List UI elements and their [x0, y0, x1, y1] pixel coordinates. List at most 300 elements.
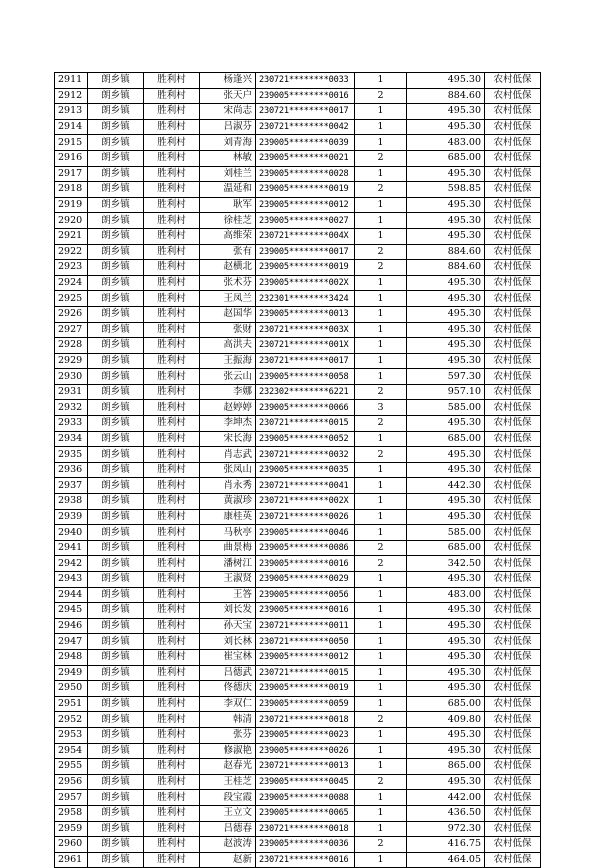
serial-number-cell: 2913	[55, 104, 88, 120]
amount-cell: 442.30	[407, 478, 485, 494]
name-cell: 修淑艳	[200, 743, 256, 759]
household-count-cell: 2	[355, 182, 407, 198]
category-cell: 农村低保	[485, 572, 541, 588]
id-number-cell: 230721********0013	[256, 759, 355, 775]
table-row	[55, 228, 541, 244]
household-count-cell: 2	[355, 774, 407, 790]
table-row	[55, 447, 541, 463]
id-number-cell: 239005********0017	[256, 244, 355, 260]
name-cell: 黄淑珍	[200, 494, 256, 510]
serial-number-cell: 2954	[55, 743, 88, 759]
household-count-cell: 1	[355, 322, 407, 338]
town-cell: 朗乡镇	[88, 572, 144, 588]
id-number-cell: 230721********0026	[256, 509, 355, 525]
household-count-cell: 1	[355, 681, 407, 697]
table-row	[55, 384, 541, 400]
household-count-cell: 1	[355, 338, 407, 354]
amount-cell: 495.30	[407, 727, 485, 743]
category-cell: 农村低保	[485, 774, 541, 790]
town-cell: 朗乡镇	[88, 727, 144, 743]
id-number-cell: 239005********0035	[256, 462, 355, 478]
id-number-cell: 230721********0017	[256, 353, 355, 369]
household-count-cell: 1	[355, 665, 407, 681]
town-cell: 朗乡镇	[88, 135, 144, 151]
name-cell: 李娜	[200, 384, 256, 400]
category-cell: 农村低保	[485, 478, 541, 494]
table-row	[55, 400, 541, 416]
amount-cell: 495.30	[407, 416, 485, 432]
village-cell: 胜利村	[144, 322, 200, 338]
category-cell: 农村低保	[485, 494, 541, 510]
id-number-cell: 230721********0041	[256, 478, 355, 494]
name-cell: 赵波涛	[200, 837, 256, 853]
id-number-cell: 239005********002X	[256, 275, 355, 291]
village-cell: 胜利村	[144, 260, 200, 276]
town-cell: 朗乡镇	[88, 260, 144, 276]
town-cell: 朗乡镇	[88, 447, 144, 463]
id-number-cell: 230721********001X	[256, 338, 355, 354]
town-cell: 朗乡镇	[88, 852, 144, 868]
amount-cell: 495.30	[407, 572, 485, 588]
household-count-cell: 2	[355, 384, 407, 400]
category-cell: 农村低保	[485, 353, 541, 369]
category-cell: 农村低保	[485, 150, 541, 166]
village-cell: 胜利村	[144, 275, 200, 291]
id-number-cell: 230721********0015	[256, 416, 355, 432]
serial-number-cell: 2946	[55, 618, 88, 634]
household-count-cell: 1	[355, 696, 407, 712]
serial-number-cell: 2923	[55, 260, 88, 276]
name-cell: 李双仁	[200, 696, 256, 712]
town-cell: 朗乡镇	[88, 244, 144, 260]
serial-number-cell: 2931	[55, 384, 88, 400]
name-cell: 赵婷婷	[200, 400, 256, 416]
amount-cell: 495.30	[407, 447, 485, 463]
serial-number-cell: 2935	[55, 447, 88, 463]
serial-number-cell: 2928	[55, 338, 88, 354]
category-cell: 农村低保	[485, 837, 541, 853]
serial-number-cell: 2918	[55, 182, 88, 198]
serial-number-cell: 2912	[55, 88, 88, 104]
table-row	[55, 353, 541, 369]
table-row	[55, 197, 541, 213]
id-number-cell: 230721********002X	[256, 494, 355, 510]
name-cell: 赵国华	[200, 306, 256, 322]
village-cell: 胜利村	[144, 774, 200, 790]
id-number-cell: 230721********003X	[256, 322, 355, 338]
village-cell: 胜利村	[144, 73, 200, 89]
village-cell: 胜利村	[144, 213, 200, 229]
table-row	[55, 416, 541, 432]
serial-number-cell: 2914	[55, 119, 88, 135]
household-count-cell: 2	[355, 540, 407, 556]
name-cell: 吕德春	[200, 821, 256, 837]
category-cell: 农村低保	[485, 665, 541, 681]
amount-cell: 495.30	[407, 353, 485, 369]
town-cell: 朗乡镇	[88, 416, 144, 432]
name-cell: 张有	[200, 244, 256, 260]
serial-number-cell: 2952	[55, 712, 88, 728]
table-row	[55, 649, 541, 665]
town-cell: 朗乡镇	[88, 228, 144, 244]
town-cell: 朗乡镇	[88, 384, 144, 400]
table-row	[55, 462, 541, 478]
village-cell: 胜利村	[144, 837, 200, 853]
id-number-cell: 239005********0066	[256, 400, 355, 416]
amount-cell: 495.30	[407, 494, 485, 510]
amount-cell: 442.00	[407, 790, 485, 806]
id-number-cell: 230721********0050	[256, 634, 355, 650]
household-count-cell: 1	[355, 509, 407, 525]
id-number-cell: 239005********0039	[256, 135, 355, 151]
serial-number-cell: 2944	[55, 587, 88, 603]
town-cell: 朗乡镇	[88, 166, 144, 182]
serial-number-cell: 2936	[55, 462, 88, 478]
name-cell: 崔宝林	[200, 649, 256, 665]
table-row	[55, 182, 541, 198]
amount-cell: 495.30	[407, 649, 485, 665]
category-cell: 农村低保	[485, 135, 541, 151]
category-cell: 农村低保	[485, 275, 541, 291]
table-row	[55, 166, 541, 182]
table-row	[55, 478, 541, 494]
category-cell: 农村低保	[485, 540, 541, 556]
name-cell: 曲景梅	[200, 540, 256, 556]
household-count-cell: 1	[355, 291, 407, 307]
village-cell: 胜利村	[144, 525, 200, 541]
id-number-cell: 230721********0011	[256, 618, 355, 634]
town-cell: 朗乡镇	[88, 338, 144, 354]
town-cell: 朗乡镇	[88, 431, 144, 447]
amount-cell: 342.50	[407, 556, 485, 572]
name-cell: 吕淑芬	[200, 119, 256, 135]
household-count-cell: 1	[355, 119, 407, 135]
name-cell: 刘青海	[200, 135, 256, 151]
household-count-cell: 2	[355, 837, 407, 853]
household-count-cell: 1	[355, 73, 407, 89]
town-cell: 朗乡镇	[88, 525, 144, 541]
name-cell: 王凤兰	[200, 291, 256, 307]
household-count-cell: 2	[355, 88, 407, 104]
id-number-cell: 230721********0042	[256, 119, 355, 135]
amount-cell: 598.85	[407, 182, 485, 198]
name-cell: 肖永秀	[200, 478, 256, 494]
household-count-cell: 2	[355, 260, 407, 276]
category-cell: 农村低保	[485, 759, 541, 775]
town-cell: 朗乡镇	[88, 759, 144, 775]
household-count-cell: 1	[355, 478, 407, 494]
household-count-cell: 1	[355, 353, 407, 369]
serial-number-cell: 2941	[55, 540, 88, 556]
serial-number-cell: 2924	[55, 275, 88, 291]
id-number-cell: 230721********0018	[256, 712, 355, 728]
table-row	[55, 306, 541, 322]
category-cell: 农村低保	[485, 119, 541, 135]
household-count-cell: 1	[355, 275, 407, 291]
amount-cell: 865.00	[407, 759, 485, 775]
id-number-cell: 239005********0036	[256, 837, 355, 853]
serial-number-cell: 2919	[55, 197, 88, 213]
name-cell: 林敏	[200, 150, 256, 166]
household-count-cell: 1	[355, 759, 407, 775]
id-number-cell: 239005********0016	[256, 603, 355, 619]
id-number-cell: 239005********0021	[256, 150, 355, 166]
amount-cell: 464.05	[407, 852, 485, 868]
category-cell: 农村低保	[485, 213, 541, 229]
serial-number-cell: 2959	[55, 821, 88, 837]
town-cell: 朗乡镇	[88, 478, 144, 494]
household-count-cell: 2	[355, 244, 407, 260]
category-cell: 农村低保	[485, 805, 541, 821]
id-number-cell: 239005********0023	[256, 727, 355, 743]
category-cell: 农村低保	[485, 197, 541, 213]
table-row	[55, 73, 541, 89]
amount-cell: 685.00	[407, 540, 485, 556]
serial-number-cell: 2927	[55, 322, 88, 338]
name-cell: 张天户	[200, 88, 256, 104]
village-cell: 胜利村	[144, 135, 200, 151]
table-row	[55, 509, 541, 525]
name-cell: 李坤杰	[200, 416, 256, 432]
category-cell: 农村低保	[485, 416, 541, 432]
village-cell: 胜利村	[144, 104, 200, 120]
village-cell: 胜利村	[144, 338, 200, 354]
category-cell: 农村低保	[485, 556, 541, 572]
town-cell: 朗乡镇	[88, 743, 144, 759]
category-cell: 农村低保	[485, 228, 541, 244]
category-cell: 农村低保	[485, 338, 541, 354]
serial-number-cell: 2961	[55, 852, 88, 868]
amount-cell: 884.60	[407, 88, 485, 104]
town-cell: 朗乡镇	[88, 400, 144, 416]
village-cell: 胜利村	[144, 805, 200, 821]
category-cell: 农村低保	[485, 306, 541, 322]
serial-number-cell: 2920	[55, 213, 88, 229]
town-cell: 朗乡镇	[88, 353, 144, 369]
name-cell: 高洪夫	[200, 338, 256, 354]
id-number-cell: 232301********3424	[256, 291, 355, 307]
amount-cell: 495.30	[407, 228, 485, 244]
table-body	[55, 73, 541, 868]
village-cell: 胜利村	[144, 494, 200, 510]
amount-cell: 495.30	[407, 104, 485, 120]
category-cell: 农村低保	[485, 618, 541, 634]
name-cell: 赵新	[200, 852, 256, 868]
town-cell: 朗乡镇	[88, 509, 144, 525]
amount-cell: 495.30	[407, 166, 485, 182]
table-row	[55, 743, 541, 759]
name-cell: 潘树江	[200, 556, 256, 572]
table-row	[55, 634, 541, 650]
category-cell: 农村低保	[485, 634, 541, 650]
town-cell: 朗乡镇	[88, 556, 144, 572]
id-number-cell: 239005********0026	[256, 743, 355, 759]
table-row	[55, 291, 541, 307]
household-count-cell: 1	[355, 431, 407, 447]
amount-cell: 495.30	[407, 462, 485, 478]
name-cell: 段宝霞	[200, 790, 256, 806]
name-cell: 张芬	[200, 727, 256, 743]
household-count-cell: 1	[355, 369, 407, 385]
amount-cell: 685.00	[407, 696, 485, 712]
village-cell: 胜利村	[144, 603, 200, 619]
town-cell: 朗乡镇	[88, 837, 144, 853]
serial-number-cell: 2940	[55, 525, 88, 541]
id-number-cell: 239005********0019	[256, 260, 355, 276]
table-row	[55, 774, 541, 790]
village-cell: 胜利村	[144, 759, 200, 775]
id-number-cell: 230721********0016	[256, 852, 355, 868]
village-cell: 胜利村	[144, 150, 200, 166]
serial-number-cell: 2953	[55, 727, 88, 743]
name-cell: 马秋亭	[200, 525, 256, 541]
serial-number-cell: 2947	[55, 634, 88, 650]
village-cell: 胜利村	[144, 228, 200, 244]
town-cell: 朗乡镇	[88, 462, 144, 478]
name-cell: 刘长林	[200, 634, 256, 650]
category-cell: 农村低保	[485, 244, 541, 260]
id-number-cell: 230721********004X	[256, 228, 355, 244]
household-count-cell: 2	[355, 556, 407, 572]
name-cell: 宋长海	[200, 431, 256, 447]
town-cell: 朗乡镇	[88, 712, 144, 728]
category-cell: 农村低保	[485, 727, 541, 743]
id-number-cell: 230721********0018	[256, 821, 355, 837]
village-cell: 胜利村	[144, 369, 200, 385]
village-cell: 胜利村	[144, 743, 200, 759]
table-row	[55, 213, 541, 229]
household-count-cell: 1	[355, 649, 407, 665]
village-cell: 胜利村	[144, 572, 200, 588]
amount-cell: 495.30	[407, 509, 485, 525]
village-cell: 胜利村	[144, 88, 200, 104]
village-cell: 胜利村	[144, 197, 200, 213]
village-cell: 胜利村	[144, 244, 200, 260]
household-count-cell: 2	[355, 712, 407, 728]
name-cell: 王振海	[200, 353, 256, 369]
household-count-cell: 1	[355, 743, 407, 759]
village-cell: 胜利村	[144, 727, 200, 743]
serial-number-cell: 2951	[55, 696, 88, 712]
id-number-cell: 230721********0017	[256, 104, 355, 120]
amount-cell: 495.30	[407, 665, 485, 681]
town-cell: 朗乡镇	[88, 618, 144, 634]
town-cell: 朗乡镇	[88, 790, 144, 806]
id-number-cell: 239005********0088	[256, 790, 355, 806]
household-count-cell: 1	[355, 572, 407, 588]
category-cell: 农村低保	[485, 712, 541, 728]
household-count-cell: 2	[355, 447, 407, 463]
town-cell: 朗乡镇	[88, 182, 144, 198]
serial-number-cell: 2933	[55, 416, 88, 432]
village-cell: 胜利村	[144, 587, 200, 603]
table-row	[55, 681, 541, 697]
category-cell: 农村低保	[485, 182, 541, 198]
allowance-table	[54, 72, 541, 868]
amount-cell: 495.30	[407, 306, 485, 322]
village-cell: 胜利村	[144, 182, 200, 198]
category-cell: 农村低保	[485, 821, 541, 837]
id-number-cell: 239005********0056	[256, 587, 355, 603]
id-number-cell: 239005********0016	[256, 88, 355, 104]
name-cell: 徐桂芝	[200, 213, 256, 229]
village-cell: 胜利村	[144, 790, 200, 806]
table-row	[55, 805, 541, 821]
town-cell: 朗乡镇	[88, 681, 144, 697]
serial-number-cell: 2926	[55, 306, 88, 322]
serial-number-cell: 2957	[55, 790, 88, 806]
serial-number-cell: 2950	[55, 681, 88, 697]
name-cell: 张凤山	[200, 462, 256, 478]
table-row	[55, 525, 541, 541]
table-row	[55, 821, 541, 837]
household-count-cell: 1	[355, 228, 407, 244]
household-count-cell: 1	[355, 603, 407, 619]
town-cell: 朗乡镇	[88, 649, 144, 665]
category-cell: 农村低保	[485, 260, 541, 276]
name-cell: 韩清	[200, 712, 256, 728]
serial-number-cell: 2955	[55, 759, 88, 775]
serial-number-cell: 2943	[55, 572, 88, 588]
serial-number-cell: 2942	[55, 556, 88, 572]
town-cell: 朗乡镇	[88, 603, 144, 619]
serial-number-cell: 2921	[55, 228, 88, 244]
amount-cell: 884.60	[407, 260, 485, 276]
amount-cell: 495.30	[407, 119, 485, 135]
amount-cell: 495.30	[407, 774, 485, 790]
village-cell: 胜利村	[144, 696, 200, 712]
serial-number-cell: 2948	[55, 649, 88, 665]
household-count-cell: 1	[355, 166, 407, 182]
village-cell: 胜利村	[144, 306, 200, 322]
amount-cell: 495.30	[407, 322, 485, 338]
amount-cell: 585.00	[407, 525, 485, 541]
household-count-cell: 1	[355, 135, 407, 151]
household-count-cell: 1	[355, 727, 407, 743]
village-cell: 胜利村	[144, 540, 200, 556]
id-number-cell: 239005********0059	[256, 696, 355, 712]
category-cell: 农村低保	[485, 462, 541, 478]
amount-cell: 884.60	[407, 244, 485, 260]
household-count-cell: 2	[355, 416, 407, 432]
name-cell: 赵横北	[200, 260, 256, 276]
household-count-cell: 1	[355, 494, 407, 510]
village-cell: 胜利村	[144, 119, 200, 135]
id-number-cell: 239005********0019	[256, 182, 355, 198]
table-row	[55, 572, 541, 588]
household-count-cell: 2	[355, 150, 407, 166]
category-cell: 农村低保	[485, 681, 541, 697]
serial-number-cell: 2915	[55, 135, 88, 151]
id-number-cell: 232302********6221	[256, 384, 355, 400]
table-row	[55, 603, 541, 619]
table-row	[55, 712, 541, 728]
village-cell: 胜利村	[144, 384, 200, 400]
table-row	[55, 790, 541, 806]
town-cell: 朗乡镇	[88, 774, 144, 790]
table-row	[55, 696, 541, 712]
name-cell: 张术芬	[200, 275, 256, 291]
table-row	[55, 150, 541, 166]
name-cell: 王答	[200, 587, 256, 603]
household-count-cell: 1	[355, 790, 407, 806]
town-cell: 朗乡镇	[88, 275, 144, 291]
amount-cell: 416.75	[407, 837, 485, 853]
category-cell: 农村低保	[485, 384, 541, 400]
table-row	[55, 119, 541, 135]
household-count-cell: 1	[355, 525, 407, 541]
name-cell: 宋尚志	[200, 104, 256, 120]
